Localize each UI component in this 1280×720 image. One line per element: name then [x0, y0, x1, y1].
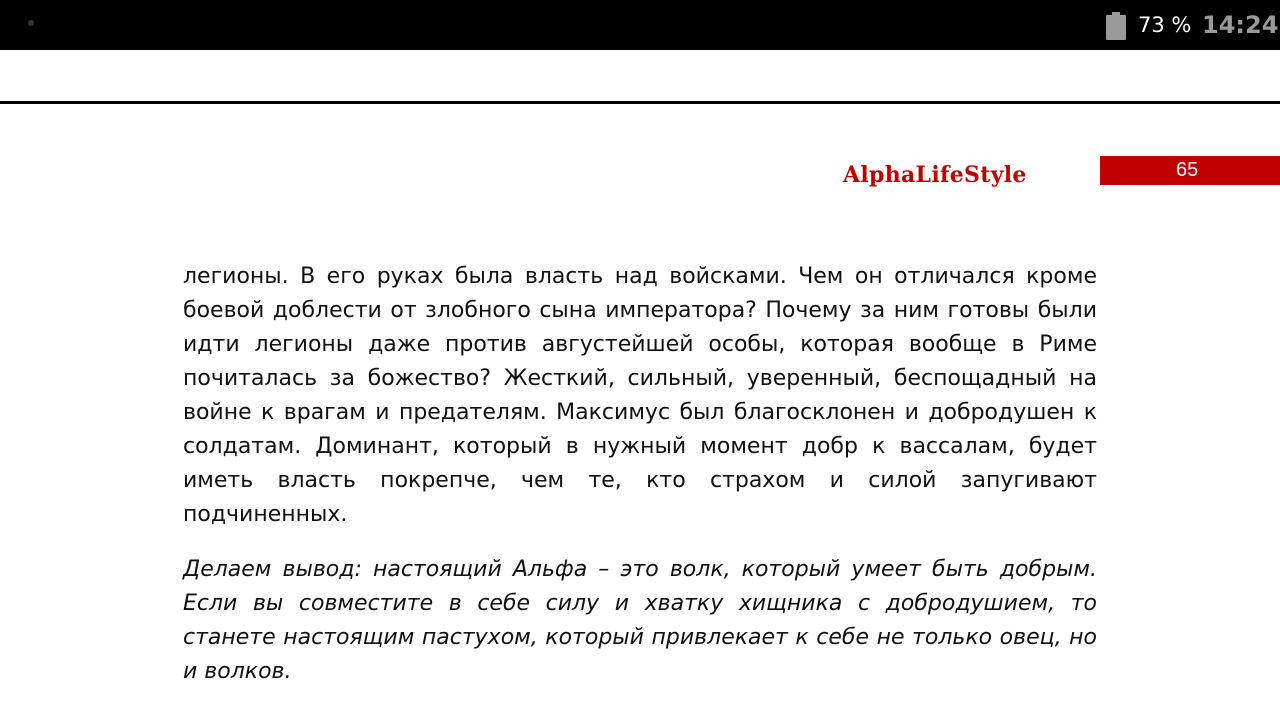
page-number-badge	[1100, 156, 1280, 185]
battery-percentage: 73 %	[1138, 13, 1192, 37]
status-bar	[0, 0, 1280, 50]
header-divider	[0, 101, 1280, 104]
notification-dot-icon	[28, 20, 34, 26]
battery-icon	[1106, 12, 1126, 40]
body-paragraph: легионы. В его руках была власть над войсками. Чем он отличался кроме боевой доблести от злобного сына императора? Почему за ним готовы были идти легионы даже против августейшей особы, которая вообще в Риме почиталась за божество? Жесткий, сильный, уверенный, беспощадный на войне к врагам и предателям. Максимус был благосклонен и добродушен к солдатам. Доминант, который в нужный момент добр к вассалам, будет иметь власть покрепче, чем те, кто страхом и силой запугивают подчиненных.	[183, 264, 1097, 527]
status-clock: 14:24	[1202, 11, 1279, 39]
conclusion-paragraph: Делаем вывод: настоящий Альфа – это волк, который умеет быть добрым. Если вы совместите в себе силу и хватку хищника с добродушием, то станете настоящим пастухом, который привлекает к себе не только овец, но и волков.	[183, 557, 1097, 684]
page-number: 65	[1176, 159, 1199, 181]
reading-pane[interactable]	[183, 260, 1097, 689]
brand-logo-text: AlphaLifeStyle	[843, 162, 1027, 188]
